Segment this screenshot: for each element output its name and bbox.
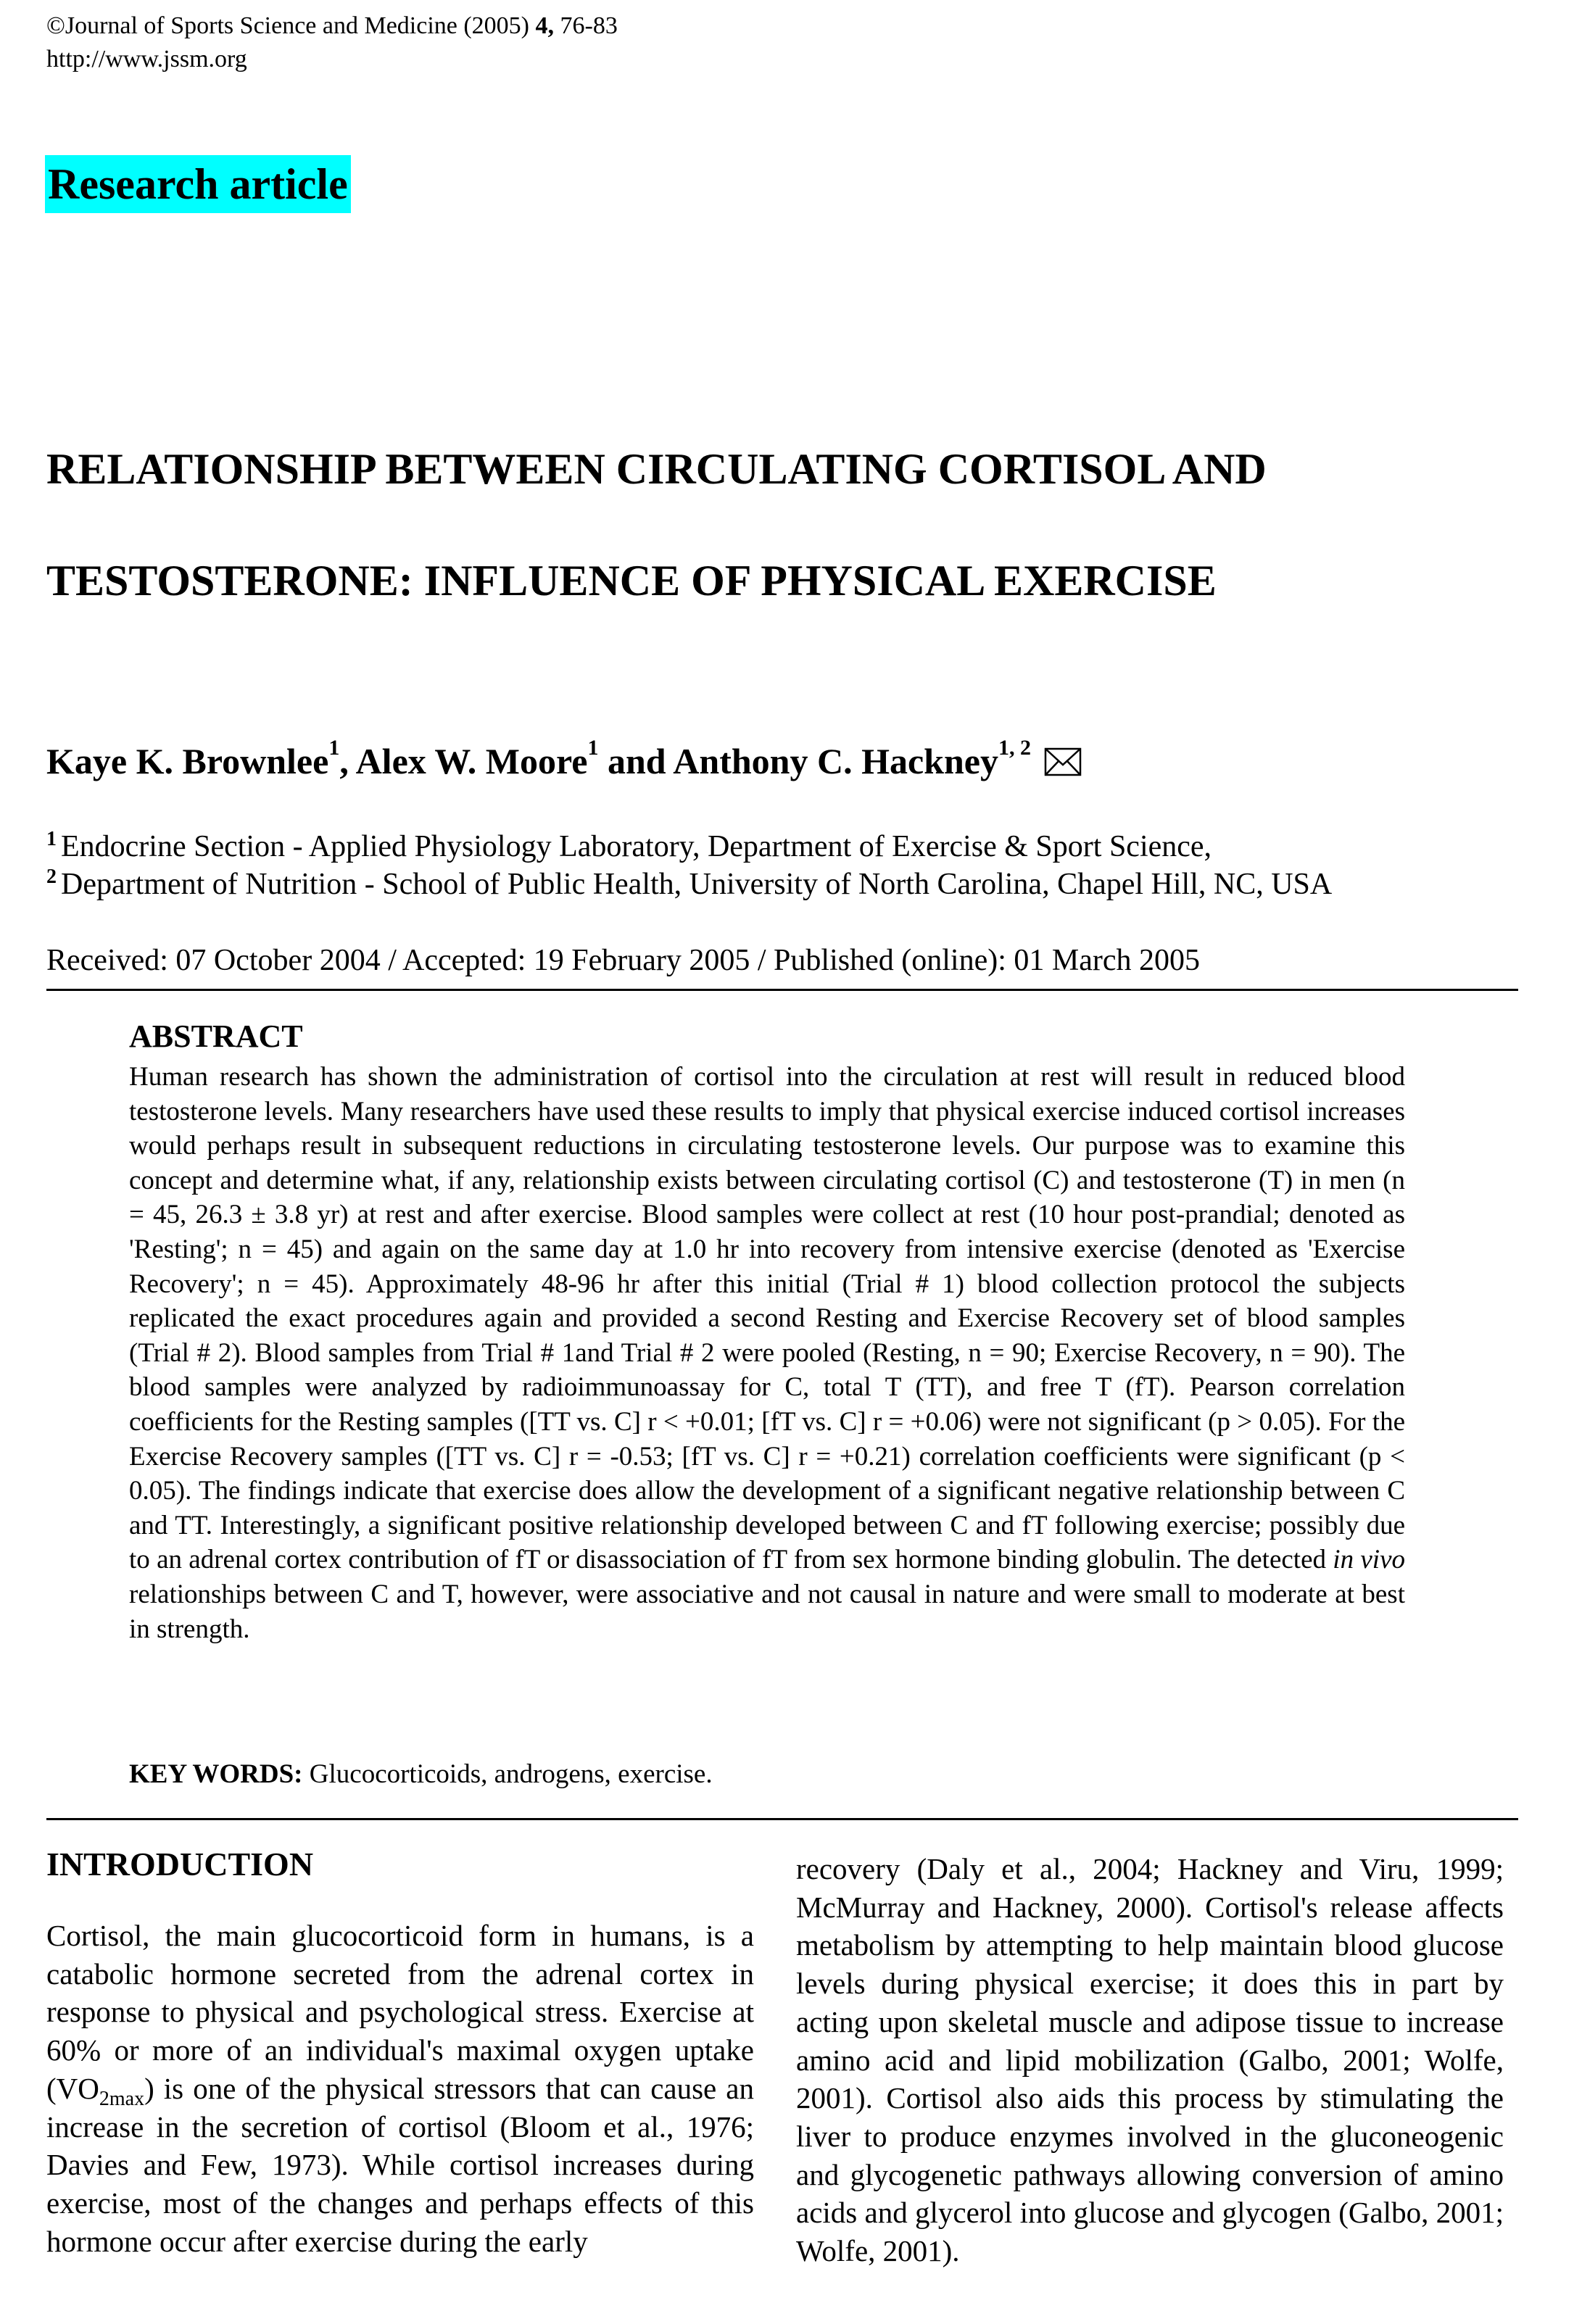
author-affiliation-mark: 1, 2 (998, 736, 1031, 760)
author-list (46, 732, 1082, 790)
abstract-text-part-2: relationships between C and T, however, were associative and not causal in nature and were small to moderate at best in strength. (129, 1579, 1405, 1644)
intro-text-part-1: Cortisol, the main glucocorticoid form in humans, is a catabolic hormone secreted from the adrenal cortex in response to physical and psychological stress. Exercise at 60% or more of an individual's maximal oxygen uptake (VO (46, 1919, 754, 2105)
author-affiliation-mark: 1 (328, 736, 340, 760)
affiliation-mark: 2 (46, 866, 57, 888)
author-name: Kaye K. Brownlee (46, 741, 329, 781)
journal-pages: 76-83 (554, 12, 618, 39)
journal-citation (46, 10, 618, 42)
intro-text-part-2: ) is one of the physical stressors that can cause an increase in the secretion of cortisol (Bloom et al., 1976; Davies and Few, 1973). While cortisol increases during exercise, most of the changes and perhaps effects of this hormone occur after exercise during the early (46, 2071, 754, 2258)
author-separator: , (339, 741, 356, 781)
article-title (46, 413, 1533, 636)
intro-paragraph-right: recovery (Daly et al., 2004; Hackney and Viru, 1999; McMurray and Hackney, 2000). Cortisol's release affects metabolism by attempting to help maintain blood glucose levels during physical exercise; it does this in part by acting upon skeletal muscle and adipose tissue to increase amino acid and lipid mobilization (Galbo, 2001; Wolfe, 2001). Cortisol also aids this process by stimulating the liver to produce enzymes involved in the gluconeogenic and glycogenetic pathways allowing conversion of amino acids and glycerol into glucose and glycogen (Galbo, 2001; Wolfe, 2001). (796, 1852, 1504, 2268)
abstract-heading: ABSTRACT (129, 1018, 303, 1054)
abstract-text-part-1: Human research has shown the administration of cortisol into the circulation at rest will result in reduced blood testosterone levels. Many researchers have used these results to imply that physical exercise induced cortisol increases would perhaps result in subsequent reductions in circulating testosterone levels. Our purpose was to examine this concept and determine what, if any, relationship exists between circulating cortisol (C) and testosterone (T) in men (n = 45, 26.3 ± 3.8 yr) at rest and after exercise. Blood samples were collect at rest (10 hour post-prandial; denoted as 'Resting'; n = 45) and again on the same day at 1.0 hr into recovery from intensive exercise (denoted as 'Exercise Recovery'; n = 45). Approximately 48-96 hr after this initial (Trial # 1) blood collection protocol the subjects replicated the exact procedures again and provided a second Resting and Exercise Recovery set of blood samples (Trial # 2). Blood samples from Trial # 1and Trial # 2 were pooled (Resting, n = 90; Exercise Recovery, n = 90). The blood samples were analyzed by radioimmunoassay for C, total T (TT), and free T (fT). Pearson correlation coefficients for the Resting samples ([TT vs. C] r < +0.01; [fT vs. C] r = +0.06) were not significant (p > 0.05). For the Exercise Recovery samples ([TT vs. C] r = -0.53; [fT vs. C] r = +0.21) correlation coefficients were significant (p < 0.05). The findings indicate that exercise does allow the development of a significant negative relationship between C and TT. Interestingly, a significant positive relationship developed between C and fT following exercise; possibly due to an adrenal cortex contribution of fT or disassociation of fT from sex hormone binding globulin. The detected (129, 1062, 1405, 1575)
affiliation-2 (46, 866, 1332, 903)
author-name: Anthony C. Hackney (673, 741, 998, 781)
author-name: Alex W. Moore (355, 741, 588, 781)
keywords (129, 1757, 713, 1792)
journal-volume: 4, (535, 12, 555, 39)
body-column-right (796, 1850, 1504, 2270)
title-line-1: RELATIONSHIP BETWEEN CIRCULATING CORTISOL AND (46, 445, 1267, 493)
intro-subscript: 2max (99, 2088, 145, 2110)
article-type-label: Research article (45, 155, 351, 213)
author-separator: and (598, 741, 674, 781)
affiliation-mark: 1 (46, 828, 57, 850)
affiliation-1 (46, 828, 1212, 866)
intro-paragraph-left (46, 1917, 754, 2260)
publication-dates: Received: 07 October 2004 / Accepted: 19 February 2005 / Published (online): 01 March 2005 (46, 944, 1200, 977)
divider-top (46, 989, 1518, 991)
journal-url[interactable]: http://www.jssm.org (46, 46, 247, 72)
affiliation-text: Department of Nutrition - School of Public Health, University of North Carolina, Chapel Hill, NC, USA (61, 868, 1333, 901)
divider-bottom (46, 1818, 1518, 1820)
keywords-text: Glucocorticoids, androgens, exercise. (302, 1759, 713, 1789)
abstract-text (129, 1060, 1405, 1646)
body-column-left (46, 1844, 754, 2260)
affiliation-text: Endocrine Section - Applied Physiology Laboratory, Department of Exercise & Sport Science, (61, 830, 1212, 863)
keywords-label: KEY WORDS: (129, 1759, 303, 1789)
abstract-italic-term: in vivo (1333, 1545, 1405, 1575)
title-line-2: TESTOSTERONE: INFLUENCE OF PHYSICAL EXERCISE (46, 557, 1217, 605)
envelope-icon[interactable] (1044, 735, 1082, 764)
author-affiliation-mark: 1 (587, 736, 599, 760)
section-heading-introduction: INTRODUCTION (46, 1846, 314, 1883)
journal-name: ©Journal of Sports Science and Medicine (2005) (46, 12, 536, 39)
